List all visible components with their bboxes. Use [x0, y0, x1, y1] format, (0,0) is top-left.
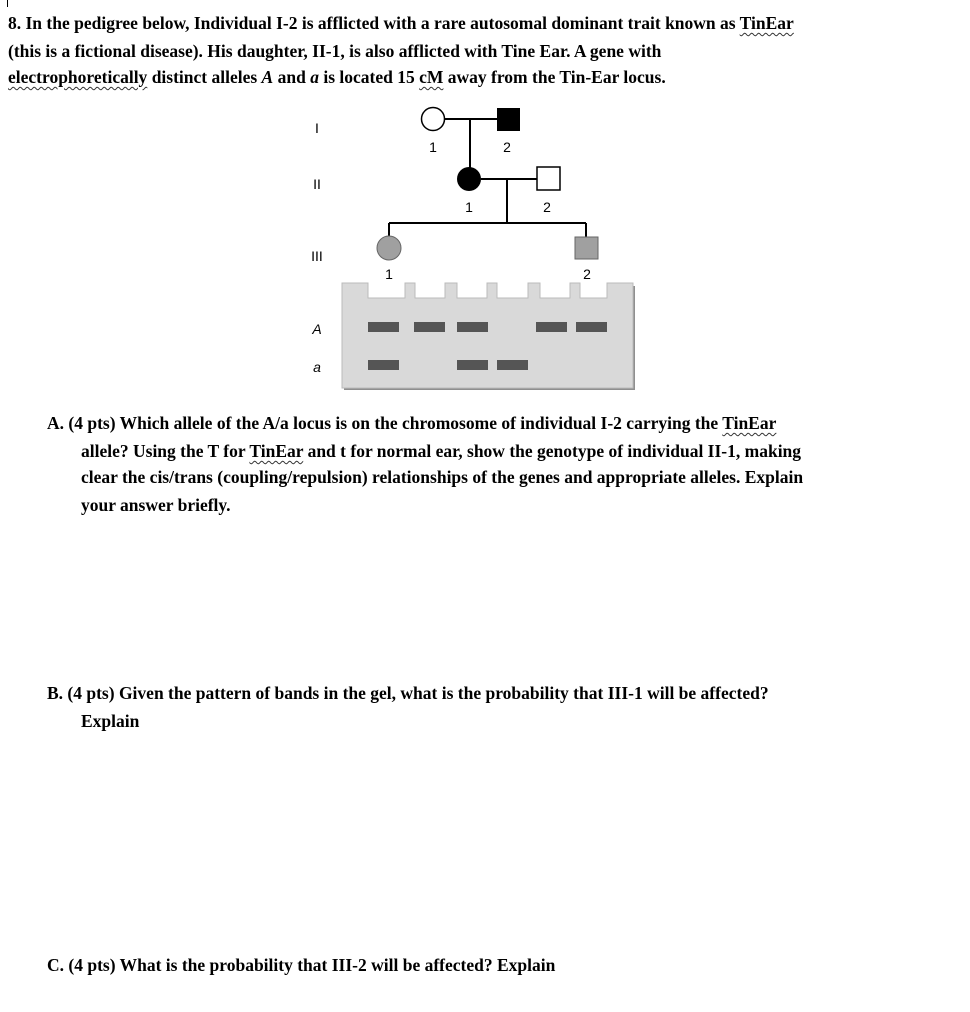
individual-number: 1 [385, 266, 393, 282]
individual-II-2 [537, 167, 560, 190]
gel-row-label: a [313, 359, 321, 375]
band-A-lane-3 [457, 322, 488, 332]
generation-label: I [315, 120, 319, 136]
band-a-lane-1 [368, 360, 399, 370]
gel [342, 283, 633, 388]
individual-II-1 [457, 167, 481, 191]
question-line-2: (this is a fictional disease). His daughter, II-1, is also afflicted with Tine Ear. A gene with [8, 41, 662, 61]
individual-number: 1 [429, 139, 437, 155]
gel-row-label: A [312, 321, 322, 337]
part-a-line-3: clear the cis/trans (coupling/repulsion) relationships of the genes and appropriate alleles. Explain [81, 467, 804, 487]
individual-I-1 [422, 108, 445, 131]
individual-number: 2 [543, 199, 551, 215]
individual-number: 2 [583, 266, 591, 282]
band-a-lane-4 [497, 360, 528, 370]
part-b-line-2: Explain [81, 711, 140, 731]
individual-III-2 [575, 237, 598, 259]
part-c-line-1: C. (4 pts) What is the probability that III-2 will be affected? Explain [47, 955, 556, 975]
band-A-lane-6 [576, 322, 607, 332]
band-a-lane-3 [457, 360, 488, 370]
margin-tick [7, 0, 8, 7]
question-line-1: 8. In the pedigree below, Individual I-2 is afflicted with a rare autosomal dominant trait known as TinEar [8, 13, 794, 33]
generation-label: III [311, 248, 323, 264]
part-a-line-1: A. (4 pts) Which allele of the A/a locus is on the chromosome of individual I-2 carrying the TinEar [47, 413, 777, 433]
pedigree-gel-figure [300, 100, 640, 395]
band-A-lane-5 [536, 322, 567, 332]
part-b-line-1: B. (4 pts) Given the pattern of bands in the gel, what is the probability that III-1 will be affected? [47, 683, 769, 703]
individual-number: 1 [465, 199, 473, 215]
band-A-lane-1 [368, 322, 399, 332]
part-a-line-2: allele? Using the T for TinEar and t for normal ear, show the genotype of individual II-1, making [81, 441, 802, 461]
individual-I-2 [497, 108, 520, 131]
band-A-lane-2 [414, 322, 445, 332]
question-line-3: electrophoretically distinct alleles A and a is located 15 cM away from the Tin-Ear locus. [8, 67, 666, 87]
part-a-line-4: your answer briefly. [81, 495, 231, 515]
individual-III-1 [377, 236, 401, 260]
generation-label: II [313, 176, 321, 192]
individual-number: 2 [503, 139, 511, 155]
